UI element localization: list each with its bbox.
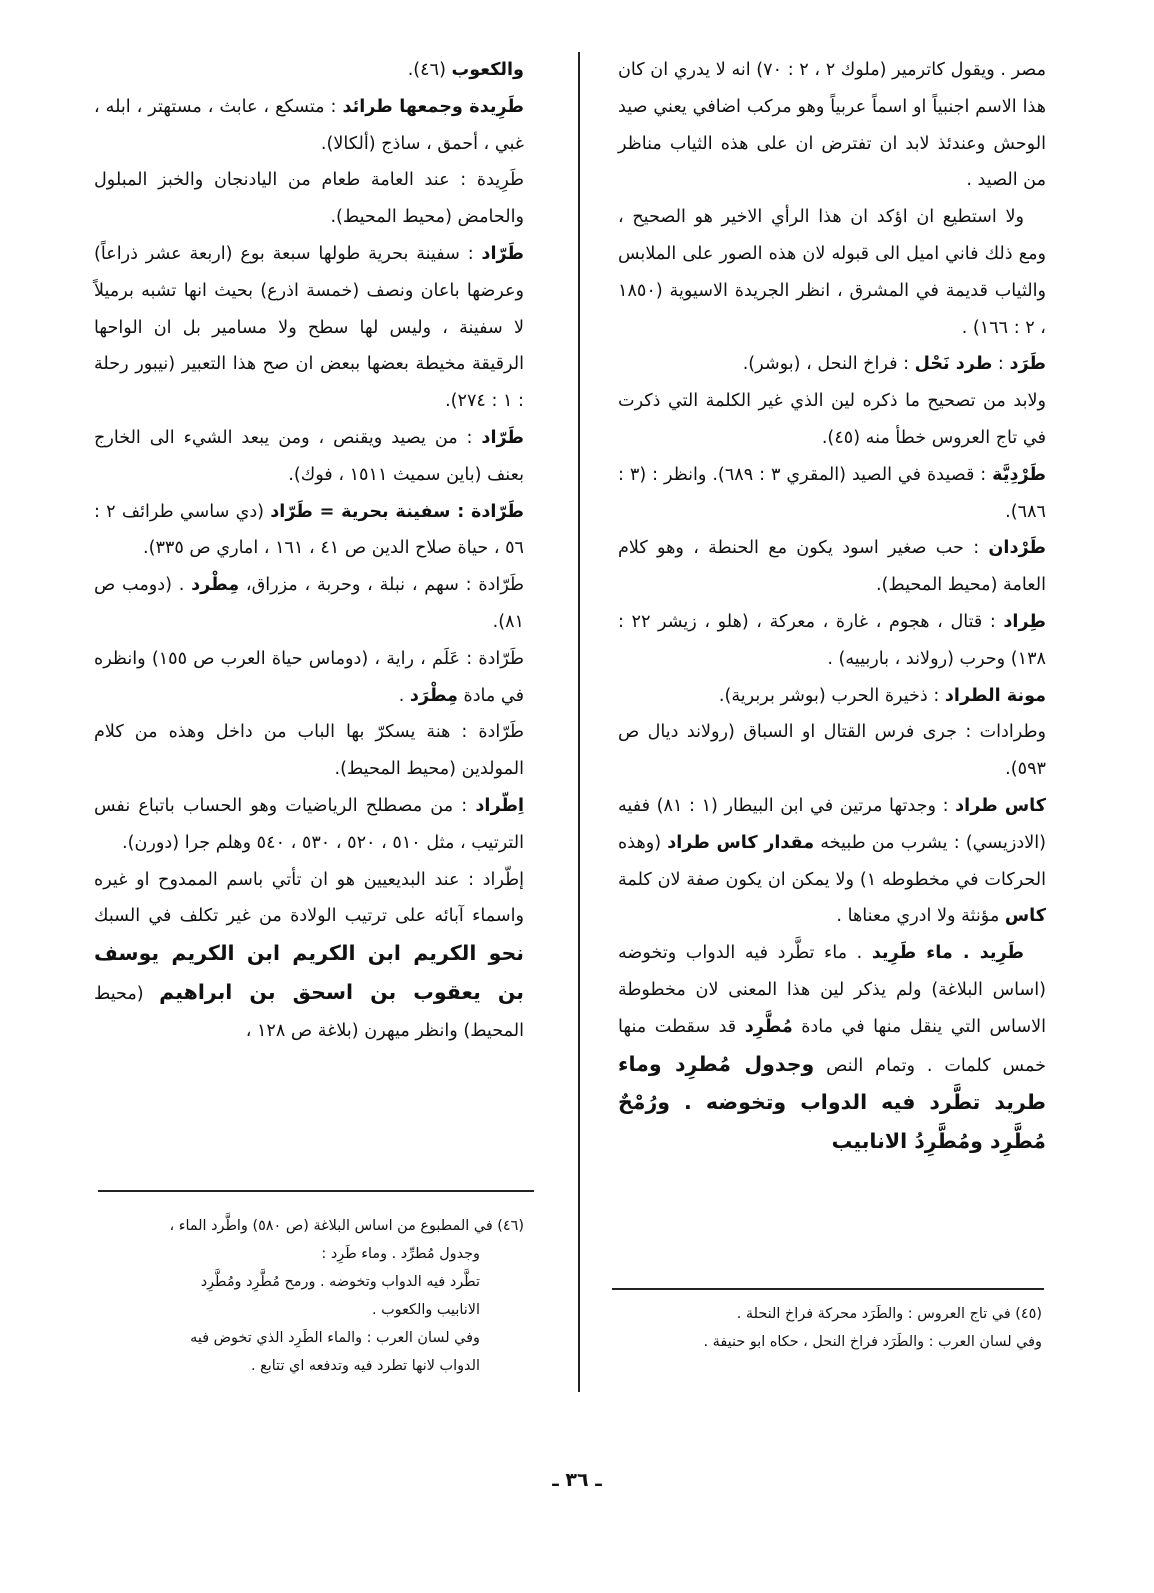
headword: كاس: [1004, 906, 1046, 927]
right-column: [618, 52, 1046, 1162]
headword: اِطّراد: [475, 795, 524, 816]
dictionary-entry: [618, 199, 1046, 346]
headword: طَرّادة : سفينة بحرية = طَرّاد: [270, 501, 524, 522]
entry-text: : قتال ، هجوم ، غارة ، معركة ، (هلو ، زيشر ٢٢ : ١٣٨) وحرب (رولاند ، باربييه) .: [618, 611, 1046, 669]
entry-text: قد سقطت منها خمس كلمات . وتمام النص: [618, 1016, 1046, 1076]
entry-text: (دي ساسي طرائف ٢ : ٥٦ ، حياة صلاح الدين ص ٤١ ، ١٦١ ، اماري ص ٣٣٥).: [94, 501, 524, 559]
entry-text: . (دومب ص ٨١).: [94, 575, 524, 632]
dictionary-entry: [94, 420, 524, 494]
entry-text: ولا استطيع ان اؤكد ان هذا الرأي الاخير هو الصحيح ، ومع ذلك فاني اميل الى قبوله لان هذه الصور على الملابس والثياب قديمة في المشرق ، انظر الجريدة الاسيوية (١٨٥٠ ، ٢ : ١٦٦) .: [618, 207, 1046, 338]
dictionary-entry: [618, 714, 1046, 788]
entry-text: طَرّادة : عَلَم ، راية ، (دوماس حياة العرب ص ١٥٥) وانظره في مادة: [94, 648, 524, 706]
entry-text: وطرادات : جرى فرس القتال او السباق (رولاند ديال ص ٥٩٣).: [618, 722, 1046, 780]
left-footnote-rule: [98, 1190, 534, 1192]
entry-text: : ذخيرة الحرب (بوشر بربرية).: [718, 685, 945, 706]
headword: طرد نَحْل: [914, 354, 993, 375]
footnote-line: (٤٦) في المطبوع من اساس البلاغة (ص ٥٨٠) واطَّرد الماء ،: [169, 1218, 524, 1234]
entry-text: : قصيدة في الصيد (المقري ٣ : ٦٨٩). وانظر : (٣ : ٦٨٦).: [618, 464, 1046, 522]
dictionary-entry: [618, 346, 1046, 383]
entry-text: : من يصيد ويقنص ، ومن يبعد الشيء الى الخارج بعنف (باين سميث ١٥١١ ، فوك).: [94, 427, 524, 485]
entry-text: : وجدتها مرتين في ابن البيطار (١ : ٨١) ففيه (الادزيسي) : يشرب من طبيخه: [618, 795, 1046, 853]
entry-text: مؤنثة ولا ادري معناها .: [836, 906, 1005, 927]
footnote-line: تطَّرد فيه الدواب وتخوضه . ورمح مُطَّرِد ومُطَّرِد: [200, 1274, 480, 1290]
headword: طَرِيدة وجمعها طرائد: [342, 96, 524, 117]
left-footnotes: [98, 1212, 524, 1380]
headword: طَرْدان: [988, 538, 1046, 559]
emphasized-quote: نحو الكريم ابن الكريم ابن الكريم يوسف بن يعقوب بن اسحق بن ابراهيم: [94, 941, 524, 1004]
dictionary-entry: [618, 788, 1046, 935]
dictionary-entry: [618, 52, 1046, 199]
dictionary-entry: [94, 567, 524, 641]
footnote-line: وجدول مُطرِّد . وماء طَرِد :: [321, 1246, 480, 1262]
entry-text: مصر . ويقول كاترمير (ملوك ٢ ، ٢ : ٧٠) انه لا يدري ان كان هذا الاسم اجنبياً او اسماً عربياً وهو مركب اضافي يعني صيد الوحش وعندئذ لابد ان تفترض ان على هذه الثياب مناظر من الصيد .: [618, 60, 1046, 191]
entry-text: (وهذه الحركات في مخطوطه ١) ولا يمكن ان يكون صفة لان كلمة: [618, 832, 1047, 890]
right-footnote-rule: [612, 1288, 1044, 1290]
right-footnotes: [618, 1300, 1042, 1356]
entry-text: إطّراد : عند البديعيين هو ان تأتي باسم الممدوح او غيره واسماء آبائه على ترتيب الولادة من غير تكلف في السبك: [94, 869, 524, 927]
footnote-line: وفي لسان العرب : والطَرَد فراخ النحل ، حكاه ابو حنيفة .: [703, 1334, 1042, 1350]
dictionary-entry: [94, 862, 524, 1050]
dictionary-entry: [618, 935, 1046, 1162]
entry-text: : من مصطلح الرياضيات وهو الحساب باتباع نفس الترتيب ، مثل ٥١٠ ، ٥٢٠ ، ٥٣٠ ، ٥٤٠ وهلم جرا (دورن).: [94, 795, 524, 853]
entry-text: : فراخ النحل ، (بوشر).: [742, 354, 915, 375]
footnote-line: وفي لسان العرب : والماء الطَرِد الذي تخوض فيه: [190, 1330, 480, 1346]
dictionary-entry: [94, 641, 524, 715]
entry-text: : سفينة بحرية طولها سبعة بوع (اربعة عشر ذراعاً) وعرضها باعان ونصف (خمسة اذرع) بحيث انها تشبه برميلاً لا سفينة ، وليس لها سطح ولا مسامير بل ان الواحها الرقيقة مخيطة بعضها ببعض ان صح هذا التعبير (نيبور رحلة : ١ : ٢٧٤).: [94, 243, 524, 412]
headword: طَرّاد: [481, 427, 524, 448]
entry-text: (محيط المحيط) وانظر ميهرن (بلاغة ص ١٢٨ ،: [94, 983, 524, 1041]
dictionary-entry: [94, 236, 524, 420]
headword: مقدار كاس طراد: [667, 832, 815, 853]
emphasized-quote: وجدول مُطرِد وماء طريد تطَّرد فيه الدواب وتخوضه . ورُمْحٌ مُطَّرِد ومُطَّرِدُ الانابيب: [618, 1051, 1046, 1154]
entry-text: . ماء تطَّرد فيه الدواب وتخوضه (اساس البلاغة) ولم يذكر لين هذا المعنى لان مخطوطة الاساس التي ينقل منها في مادة: [618, 943, 1046, 1037]
entry-text: : متسكع ، عابث ، مستهتر ، ابله ، غبي ، أحمق ، ساذج (ألكالا).: [94, 96, 524, 154]
footnote-line: (٤٥) في تاج العروس : والطَرَد محركة فراخ النحلة .: [736, 1306, 1042, 1322]
headword: طَرْدِيَّة: [992, 464, 1046, 485]
dictionary-entry: [94, 89, 524, 163]
headword: كاس طراد: [955, 795, 1046, 816]
entry-text: (٤٦).: [407, 60, 452, 80]
entry-text: ولابد من تصحيح ما ذكره لين الذي غير الكلمة التي ذكرت في تاج العروس خطأ منه (٤٥).: [618, 391, 1046, 448]
column-divider: [578, 52, 580, 1392]
entry-text: طَرّادة : هنة يسكرّ بها الباب من داخل وهذه من كلام المولدين (محيط المحيط).: [94, 722, 524, 780]
dictionary-entry: [618, 383, 1046, 457]
headword: طَرِيد . ماء طَرِيد: [871, 943, 1024, 964]
headword: مِطْرد: [191, 575, 240, 596]
entry-text: : حب صغير اسود يكون مع الحنطة ، وهو كلام العامة (محيط المحيط).: [618, 538, 1046, 596]
dictionary-entry: [94, 494, 524, 568]
headword: مُطَّرِد: [744, 1016, 793, 1037]
headword: طِراد: [1003, 611, 1046, 632]
entry-text: طَرِيدة : عند العامة طعام من اليادنجان والخبز المبلول والحامض (محيط المحيط).: [94, 170, 524, 228]
entry-text: :: [992, 354, 1010, 375]
dictionary-entry: [94, 714, 524, 788]
headword: مِطْرَد: [409, 685, 458, 706]
footnote-line: الانابيب والكعوب .: [371, 1302, 480, 1318]
entry-text: طَرّادة : سهم ، نبلة ، وحربة ، مزراق،: [239, 575, 524, 596]
dictionary-entry: [618, 678, 1046, 715]
headword: طَرَد: [1009, 354, 1046, 375]
dictionary-entry: [94, 162, 524, 236]
entry-text: .: [398, 685, 410, 706]
dictionary-entry: [618, 457, 1046, 531]
headword: والكعوب: [451, 60, 524, 80]
footnote-line: الدواب لانها تطرد فيه وتدفعه اي تتابع .: [250, 1358, 480, 1374]
headword: طَرّاد: [481, 243, 524, 264]
dictionary-entry: [618, 530, 1046, 604]
dictionary-entry: [94, 52, 524, 89]
page-number: ـ ٣٦ ـ: [552, 1469, 602, 1491]
dictionary-entry: [94, 788, 524, 862]
headword: مونة الطراد: [944, 685, 1046, 706]
left-column: [94, 52, 524, 1050]
dictionary-entry: [618, 604, 1046, 678]
